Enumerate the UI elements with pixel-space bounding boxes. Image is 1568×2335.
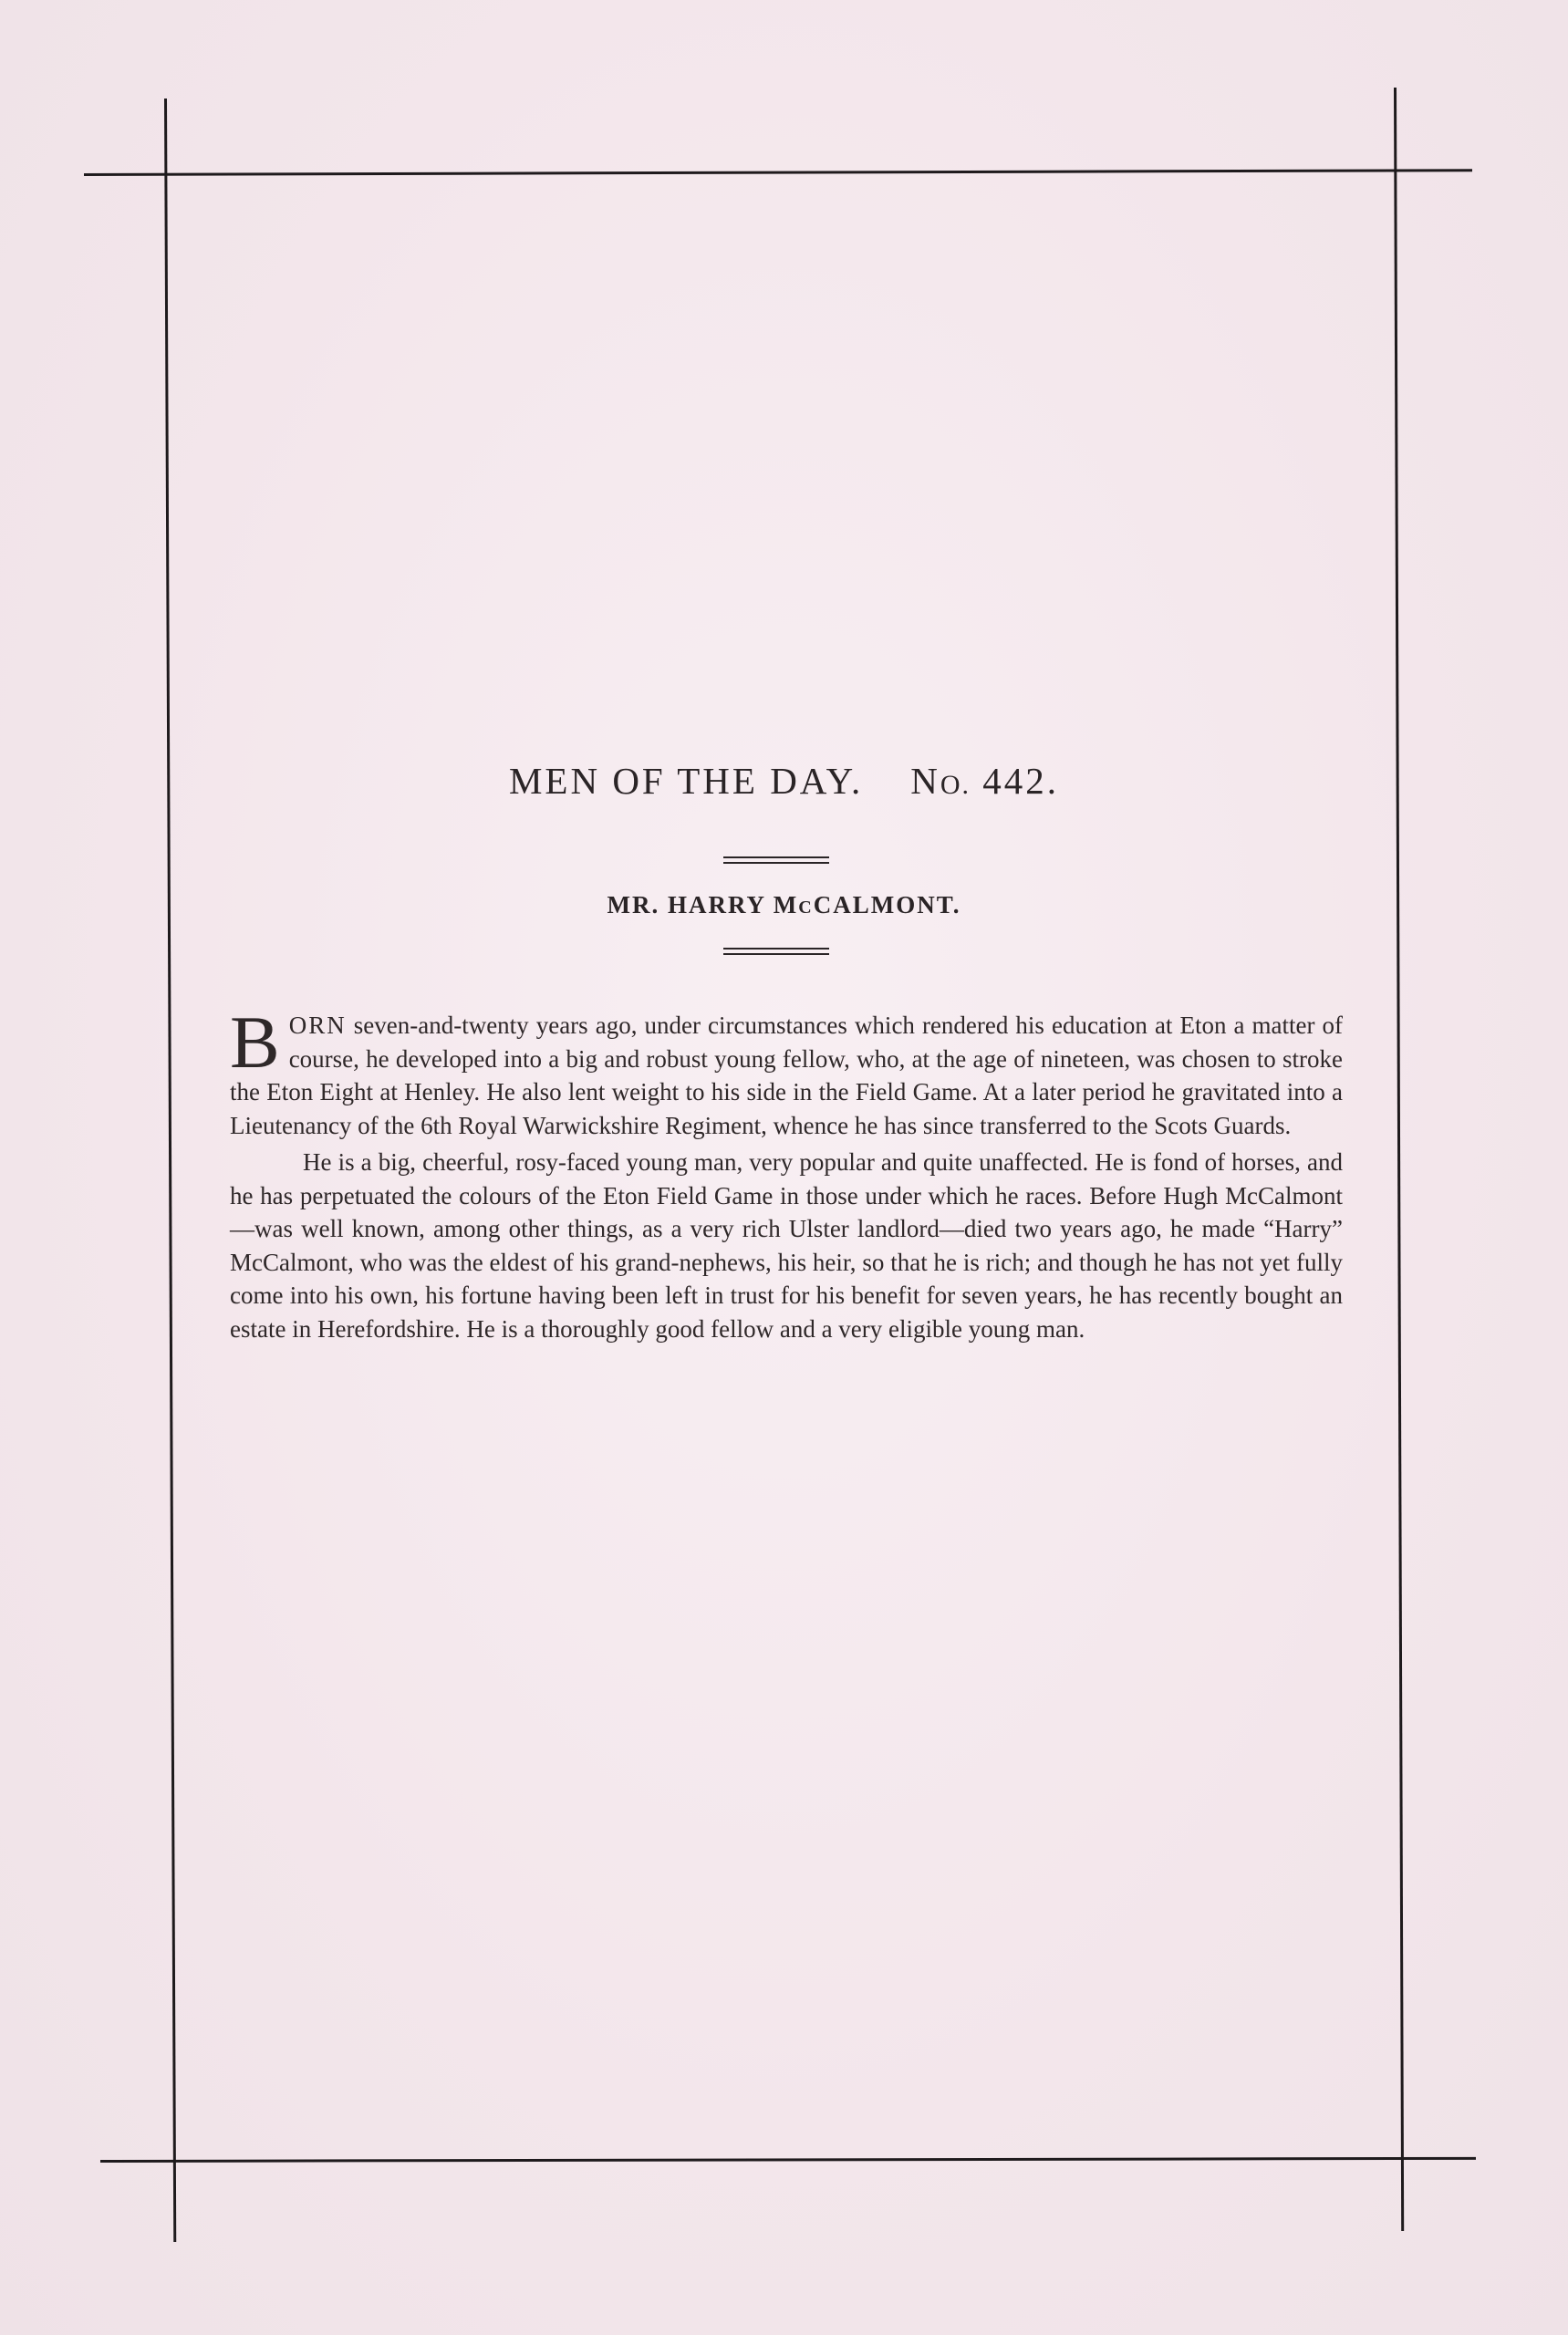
paragraph-1-text: seven-and-twenty years ago, under circumstances which rendered his education at Eton a matter of course, he developed into a big and robust young fellow, who, at the age of nineteen, was chosen to stroke the Eton Eight at Henley. He also lent weight to his side in the Field Game. At a later period he gravitated into a Lieutenancy of the 6th Royal Warwickshire Regiment, whence he has since transferred to the Scots Guards. bbox=[230, 1012, 1343, 1139]
ornamental-double-rule-lower bbox=[723, 948, 829, 955]
title-number-prefix-o: O. bbox=[940, 770, 971, 800]
title-text: MEN OF THE DAY. bbox=[508, 760, 864, 802]
title-number: 442. bbox=[982, 760, 1060, 802]
subject-name-suffix: CALMONT. bbox=[813, 891, 961, 918]
first-word-rest: ORN bbox=[288, 1012, 347, 1039]
subject-name-small-c: C bbox=[798, 898, 814, 918]
subject-name-prefix: MR. HARRY M bbox=[607, 891, 799, 918]
drop-cap: B bbox=[230, 1001, 280, 1084]
paragraph-2: He is a big, cheerful, rosy-faced young man, very popular and quite unaffected. He is fond of horses, and he has perpetuated the colours of the Eton Field Game in those under which he races. Before Hugh McCalmont—was well known, among other things, as a very rich Ulster landlord—died two years ago, he made “Harry” McCalmont, who was the eldest of his grand-nephews, his heir, so that he is rich; and though he has not yet fully come into his own, his fortune having been left in trust for his benefit for seven years, he has recently bought an estate in Herefordshire. He is a thoroughly good fellow and a very eligible young man. bbox=[230, 1148, 1343, 1343]
page-title bbox=[0, 759, 1568, 803]
paragraph-1 bbox=[230, 1001, 1343, 1142]
ornamental-double-rule-upper bbox=[723, 856, 829, 864]
article-body bbox=[230, 1001, 1343, 1345]
subject-name bbox=[0, 891, 1568, 919]
title-number-prefix-n: N bbox=[910, 760, 940, 802]
